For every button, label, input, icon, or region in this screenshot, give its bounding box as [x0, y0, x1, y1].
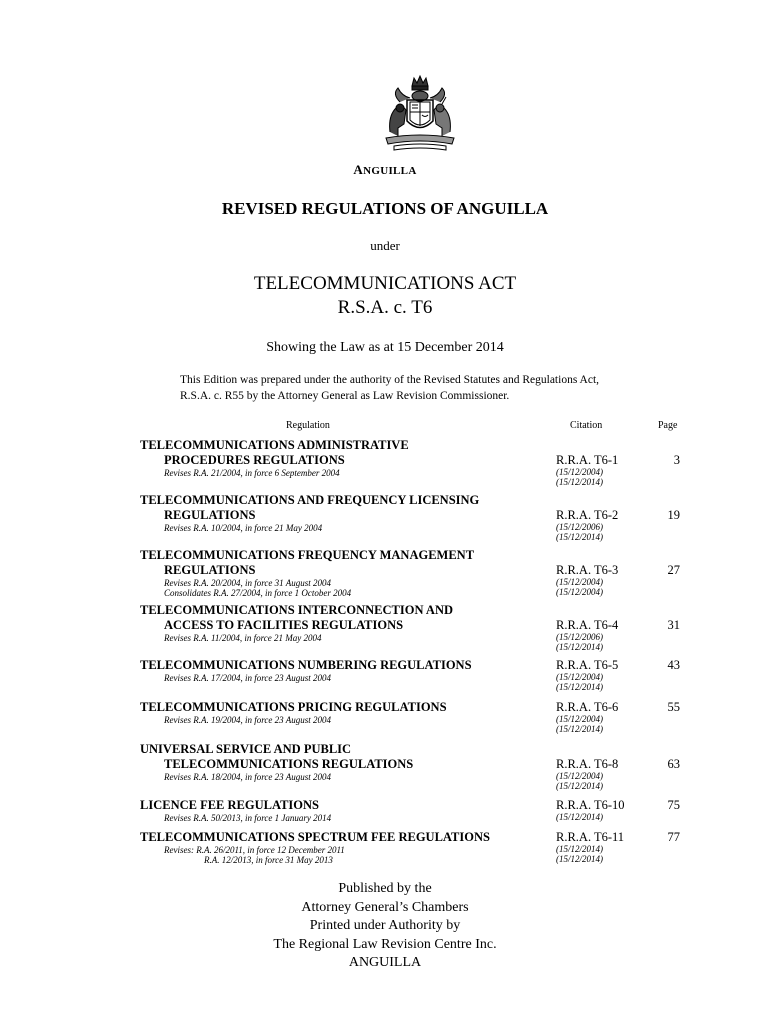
citation-date: (15/12/2014) [556, 812, 603, 822]
publisher-line: ANGUILLA [348, 955, 422, 970]
citation-date: (15/12/2014) [556, 682, 603, 692]
regulation-citation: R.R.A. T6-1 [556, 453, 619, 467]
citation-date: (15/12/2014) [556, 642, 603, 652]
citation-date: (15/12/2004) [556, 577, 603, 587]
citation-date: (15/12/2014) [556, 854, 603, 864]
publisher-line: Published by the [338, 881, 432, 896]
act-heading [0, 272, 770, 320]
regulation-entry [140, 658, 700, 692]
regulation-citation: R.R.A. T6-3 [556, 563, 619, 577]
citation-date: (15/12/2004) [556, 771, 603, 781]
act-title: TELECOMMUNICATIONS ACT [253, 273, 517, 294]
citation-date: (15/12/2004) [556, 467, 603, 477]
publisher-line: The Regional Law Revision Centre Inc. [273, 936, 497, 952]
citation-date: (15/12/2006) [556, 632, 603, 642]
citation-date: (15/12/2006) [556, 522, 603, 532]
regulation-title-line: ACCESS TO FACILITIES REGULATIONS [164, 618, 404, 632]
regulation-note: Consolidates R.A. 27/2004, in force 1 October 2004 [164, 588, 352, 598]
regulation-page: 77 [667, 830, 680, 844]
regulation-entry [140, 493, 700, 542]
regulation-entry [140, 742, 700, 791]
publisher-line: Attorney General’s Chambers [301, 899, 469, 915]
publisher-line: Printed under Authority by [309, 918, 461, 933]
under-label: under [370, 238, 400, 253]
law-date-statement: Showing the Law as at 15 December 2014 [266, 340, 504, 355]
regulation-entry [140, 548, 700, 598]
regulation-entry [140, 438, 700, 487]
edition-note-line: This Edition was prepared under the authority of the Revised Statutes and Regulations Act, [180, 374, 600, 386]
regulation-entry [140, 603, 700, 652]
regulation-page: 27 [667, 563, 680, 577]
regulation-title-line: TELECOMMUNICATIONS NUMBERING REGULATIONS [140, 658, 472, 672]
column-header-citation: Citation [570, 420, 603, 431]
column-header-regulation: Regulation [286, 420, 330, 431]
publisher-block [0, 880, 770, 973]
regulation-page: 63 [667, 757, 680, 771]
citation-date: (15/12/2014) [556, 724, 603, 734]
regulation-entry [140, 798, 700, 823]
country-initial: A [353, 162, 364, 177]
regulation-citation: R.R.A. T6-8 [556, 757, 619, 771]
country-name [0, 162, 770, 178]
citation-date: (15/12/2014) [556, 532, 603, 542]
column-header-page: Page [658, 420, 678, 431]
regulation-citation: R.R.A. T6-6 [556, 700, 619, 714]
regulation-note: Revises: R.A. 26/2011, in force 12 December 2011 [164, 845, 345, 855]
citation-date: (15/12/2014) [556, 844, 603, 854]
citation-date: (15/12/2004) [556, 587, 603, 597]
act-citation: R.S.A. c. T6 [337, 297, 433, 318]
regulation-title-line: PROCEDURES REGULATIONS [164, 453, 345, 467]
citation-date: (15/12/2004) [556, 672, 603, 682]
edition-note-line: R.S.A. c. R55 by the Attorney General as Law Revision Commissioner. [180, 390, 510, 402]
regulation-title-line: REGULATIONS [164, 563, 256, 577]
regulation-note: Revises R.A. 18/2004, in force 23 August 2004 [164, 772, 331, 782]
regulation-note: Revises R.A. 10/2004, in force 21 May 2004 [164, 523, 323, 533]
regulation-title-line: LICENCE FEE REGULATIONS [140, 798, 319, 812]
regulation-title-line: TELECOMMUNICATIONS REGULATIONS [164, 757, 414, 771]
regulation-page: 3 [673, 453, 680, 467]
edition-note [180, 372, 650, 404]
regulation-page: 75 [667, 798, 680, 812]
regulation-entry [140, 830, 700, 865]
regulation-citation: R.R.A. T6-5 [556, 658, 619, 672]
regulation-title-line: TELECOMMUNICATIONS AND FREQUENCY LICENSING [140, 493, 480, 507]
citation-date: (15/12/2004) [556, 714, 603, 724]
citation-date: (15/12/2014) [556, 477, 603, 487]
regulation-page: 55 [667, 700, 680, 714]
regulation-title-line: UNIVERSAL SERVICE AND PUBLIC [140, 742, 352, 756]
regulation-note: Revises R.A. 21/2004, in force 6 September 2004 [164, 468, 340, 478]
regulation-citation: R.R.A. T6-11 [556, 830, 625, 844]
regulation-note: Revises R.A. 19/2004, in force 23 August 2004 [164, 715, 331, 725]
regulation-entry [140, 700, 700, 734]
regulation-title-line: REGULATIONS [164, 508, 256, 522]
regulation-note: Revises R.A. 50/2013, in force 1 January 2014 [164, 813, 332, 823]
regulation-note: R.A. 12/2013, in force 31 May 2013 [204, 855, 333, 865]
regulation-citation: R.R.A. T6-10 [556, 798, 625, 812]
document-title: REVISED REGULATIONS OF ANGUILLA [221, 199, 549, 218]
regulation-page: 31 [667, 618, 680, 632]
regulation-page: 43 [667, 658, 680, 672]
regulation-title-line: TELECOMMUNICATIONS INTERCONNECTION AND [140, 603, 454, 617]
citation-date: (15/12/2014) [556, 781, 603, 791]
regulation-citation: R.R.A. T6-2 [556, 508, 619, 522]
regulation-note: Revises R.A. 20/2004, in force 31 August 2004 [164, 578, 331, 588]
regulation-title-line: TELECOMMUNICATIONS FREQUENCY MANAGEMENT [140, 548, 475, 562]
regulation-title-line: TELECOMMUNICATIONS ADMINISTRATIVE [140, 438, 409, 452]
royal-coat-of-arms-icon [380, 72, 460, 152]
regulation-citation: R.R.A. T6-4 [556, 618, 619, 632]
regulation-note: Revises R.A. 11/2004, in force 21 May 2004 [164, 633, 322, 643]
regulation-note: Revises R.A. 17/2004, in force 23 August 2004 [164, 673, 331, 683]
regulation-title-line: TELECOMMUNICATIONS PRICING REGULATIONS [140, 700, 447, 714]
regulation-title-line: TELECOMMUNICATIONS SPECTRUM FEE REGULATIONS [140, 830, 490, 844]
country-rest: NGUILLA [363, 165, 417, 177]
regulation-page: 19 [667, 508, 680, 522]
